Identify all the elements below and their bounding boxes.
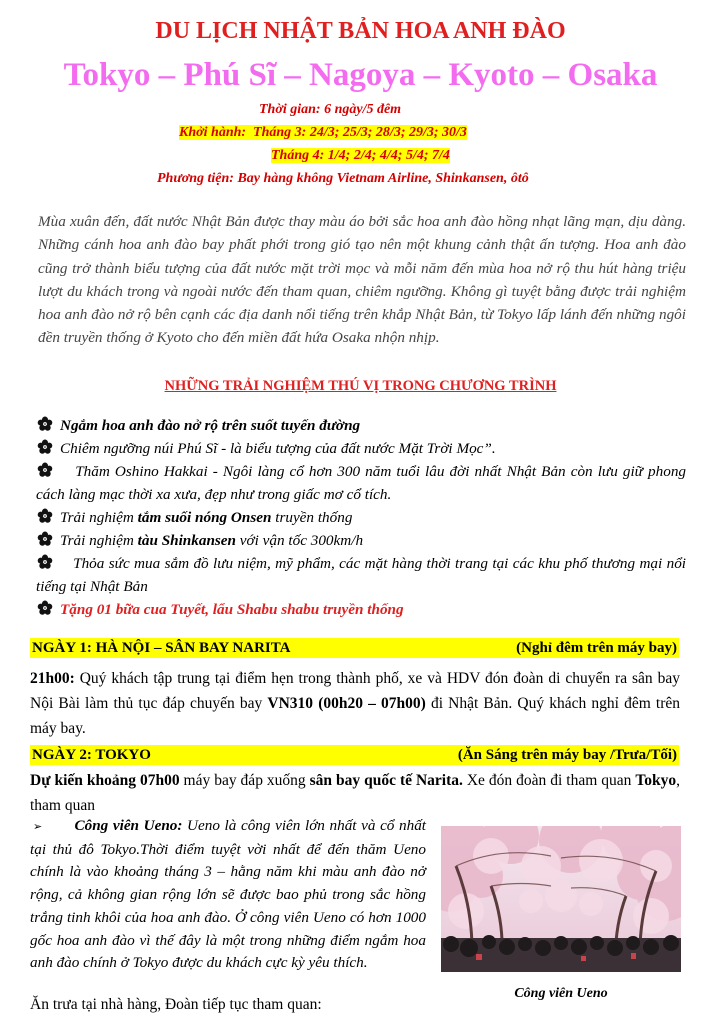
departure-label: Khởi hành: xyxy=(179,125,247,140)
transport: Phương tiện: Bay hàng không Vietnam Airline, Shinkansen, ôtô xyxy=(157,171,529,186)
flower-bullet-icon xyxy=(36,531,54,547)
tour-route: Tokyo – Phú Sĩ – Nagoya – Kyoto – Osaka xyxy=(63,57,658,93)
day1-title: NGÀY 1: HÀ NỘI – SÂN BAY NARITA xyxy=(32,640,291,656)
tour-title: DU LỊCH NHẬT BẢN HOA ANH ĐÀO xyxy=(155,18,566,44)
flower-bullet-icon xyxy=(36,462,54,478)
intro-paragraph: Mùa xuân đến, đất nước Nhật Bản được thay màu áo bởi sắc hoa anh đào hồng nhạt lãng mạn, dịu dàng. Những cánh hoa anh đào bay phất phới trong gió tạo nên một khung cảnh thật ấn tượng. Hoa anh đào cũng trở thành biểu tượng của đất nước mặt trời mọc và mỗi năm đến mùa hoa nở rộ thu hút hàng triệu lượt du khách trong và ngoài nước đến tham quan, chiêm ngưỡng. Không gì tuyệt bằng được trải nghiệm hoa anh đào nở rộ bên cạnh các địa danh nổi tiếng trên khắp Nhật Bản, từ Tokyo lấp lánh đến những ngôi đền truyền thống ở Kyoto cho đến miền đất hứa Osaka nhộn nhịp. xyxy=(38,213,686,347)
day1-note: (Nghỉ đêm trên máy bay) xyxy=(516,640,677,656)
flower-bullet-icon xyxy=(36,416,54,432)
experience-item: Thăm Oshino Hakkai - Ngôi làng cổ hơn 300 năm tuổi lâu đời nhất Nhật Bản còn lưu giữ phong cách làng mạc thời xa xưa, đẹp như trong giấc mơ cổ tích. xyxy=(36,463,687,503)
ueno-cherry-blossom-photo xyxy=(441,826,681,972)
experience-item: Chiêm ngưỡng núi Phú Sĩ - là biểu tượng của đất nước Mặt Trời Mọc”. xyxy=(36,437,686,460)
day2-note: (Ăn Sáng trên máy bay /Trưa/Tối) xyxy=(457,747,677,763)
day2-header xyxy=(30,745,679,765)
day2-title: NGÀY 2: TOKYO xyxy=(32,747,151,763)
lunch-line: Ăn trưa tại nhà hàng, Đoàn tiếp tục tham quan: xyxy=(30,996,322,1013)
arrow-bullet-icon: ➢ xyxy=(33,821,43,833)
ueno-paragraph: ➢ Công viên Ueno: Ueno là công viên lớn nhất và cổ nhất tại thủ đô Tokyo.Thời điểm tuyệt vời nhất để đến thăm Ueno chính là vào khoảng tháng 3 – hằng năm khi màu anh đào nở rộng, cả không gian rộng lớn sẽ được bao phủ trong sắc hồng trắng tinh khôi của hoa anh đào. Ở công viên Ueno có hơn 1000 gốc hoa anh đào vì thế đây là một trong những điểm ngắm hoa anh đào chính ở Tokyo được du khách cực kỳ yêu thích. xyxy=(30,817,427,972)
day1-header xyxy=(30,638,679,658)
departure-march xyxy=(179,124,467,142)
experiences-heading: NHỮNG TRẢI NGHIỆM THÚ VỊ TRONG CHƯƠNG TRÌNH xyxy=(164,378,557,394)
departure-march-dates: Tháng 3: 24/3; 25/3; 28/3; 29/3; 30/3 xyxy=(253,125,467,140)
experience-item: Thỏa sức mua sắm đồ lưu niệm, mỹ phẩm, các mặt hàng thời trang tại các khu phố thương mại nổi tiếng tại Nhật Bản xyxy=(36,555,687,595)
flower-bullet-icon xyxy=(36,600,54,616)
experience-item: Trải nghiệm tàu Shinkansen với vận tốc 300km/h xyxy=(36,529,686,552)
departure-april xyxy=(271,147,450,165)
day2-paragraph: Dự kiến khoảng 07h00 máy bay đáp xuống sân bay quốc tế Narita. Xe đón đoàn đi tham quan Tokyo, tham quan xyxy=(30,772,680,814)
flower-bullet-icon xyxy=(36,439,54,455)
experience-item: Ngắm hoa anh đào nở rộ trên suốt tuyến đường xyxy=(36,414,686,437)
tour-duration: Thời gian: 6 ngày/5 đêm xyxy=(259,102,402,117)
flower-bullet-icon xyxy=(36,554,54,570)
photo-caption: Công viên Ueno xyxy=(514,986,608,1001)
departure-april-dates: Tháng 4: 1/4; 2/4; 4/4; 5/4; 7/4 xyxy=(271,148,450,163)
flower-bullet-icon xyxy=(36,508,54,524)
experience-item: Tặng 01 bữa cua Tuyết, lẩu Shabu shabu truyền thống xyxy=(36,598,686,621)
day1-paragraph: 21h00: Quý khách tập trung tại điểm hẹn trong thành phố, xe và HDV đón đoàn di chuyển ra sân bay Nội Bài làm thủ tục đáp chuyến bay VN310 (00h20 – 07h00) đi Nhật Bản. Quý khách nghỉ đêm trên máy bay. xyxy=(30,670,681,737)
experience-item: Trải nghiệm tắm suối nóng Onsen truyền thống xyxy=(36,506,686,529)
